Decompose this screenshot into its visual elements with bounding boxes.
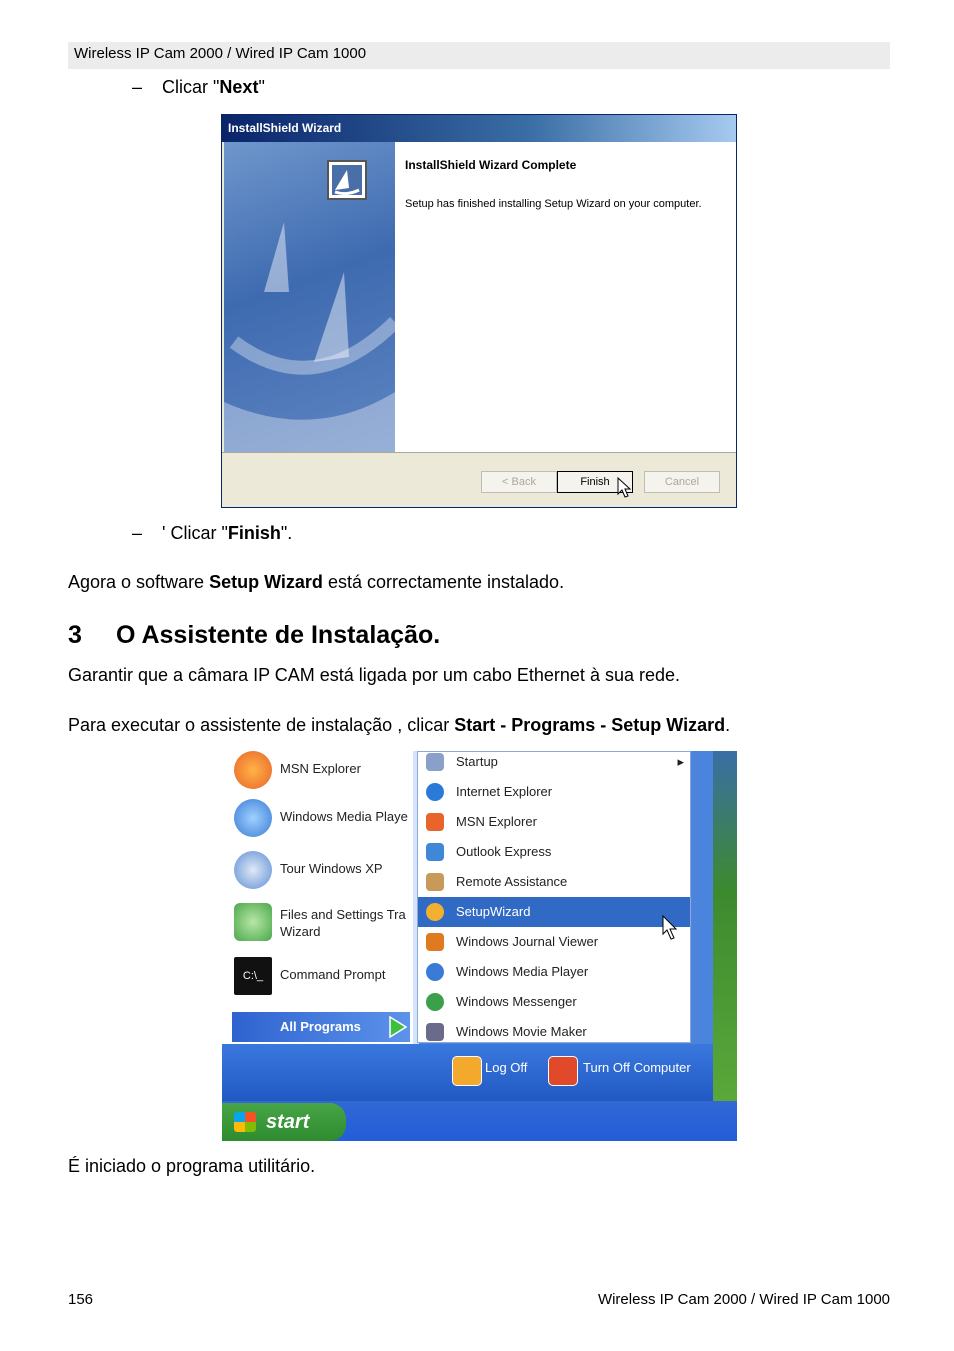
wizard-button-bar: [222, 452, 736, 508]
running-header-text: Wireless IP Cam 2000 / Wired IP Cam 1000: [74, 45, 367, 62]
wizard-content-panel: [395, 142, 736, 452]
paragraph-run: Para executar o assistente de instalação , clicar Start - Programs - Setup Wizard.: [68, 715, 731, 735]
log-off-icon: [452, 1056, 482, 1086]
banner-swoosh: [224, 142, 395, 452]
transfer-wizard-icon: [234, 903, 272, 941]
movie-maker-icon: [426, 1023, 444, 1041]
installer-logo-icon: [327, 160, 367, 200]
start-button[interactable]: start: [222, 1103, 346, 1141]
messenger-icon: [426, 993, 444, 1011]
outlook-express-icon: [426, 843, 444, 861]
start-menu-screenshot: [222, 751, 737, 1141]
power-icon: [548, 1056, 578, 1086]
program-setupwizard[interactable]: SetupWizard: [418, 897, 690, 927]
media-player-icon: [234, 799, 272, 837]
program-movie-maker[interactable]: Windows Movie Maker: [418, 1017, 690, 1047]
log-off-button[interactable]: Log Off: [485, 1060, 528, 1075]
desktop-background: [713, 751, 737, 1101]
cancel-button[interactable]: Cancel: [644, 471, 720, 493]
step-dash: –: [132, 77, 143, 97]
page-number: 156: [68, 1291, 94, 1308]
paragraph-started: É iniciado o programa utilitário.: [68, 1156, 316, 1176]
media-player-icon: [426, 963, 444, 981]
section-number: 3: [68, 621, 82, 649]
msn-butterfly-icon: [234, 751, 272, 789]
submenu-arrow-icon: ▸: [677, 754, 684, 769]
program-messenger[interactable]: Windows Messenger: [418, 987, 690, 1017]
all-programs-button[interactable]: All Programs: [232, 1012, 410, 1042]
program-remote-assistance[interactable]: Remote Assistance: [418, 867, 690, 897]
wizard-message: Setup has finished installing Setup Wizard on your computer.: [405, 198, 702, 210]
start-menu-pinned-panel: MSN Explorer Windows Media Playe Tour Windows XP Files and Settings Tra Wizard C:\_ Command Prompt All Programs: [222, 751, 413, 1044]
finish-label: Finish: [227, 523, 281, 543]
msn-butterfly-icon: [426, 813, 444, 831]
programs-submenu: [417, 751, 691, 1043]
section-heading: [68, 621, 440, 650]
mouse-cursor-icon: [617, 477, 633, 499]
program-startup[interactable]: Startup ▸: [418, 751, 690, 777]
mouse-cursor-icon: [662, 915, 680, 941]
paragraph-installed: Agora o software Setup Wizard está correctamente instalado.: [68, 572, 565, 592]
turn-off-button[interactable]: Turn Off Computer: [583, 1060, 691, 1075]
wizard-heading: InstallShield Wizard Complete: [405, 158, 577, 172]
wizard-banner-image: [224, 142, 395, 452]
footer-title: Wireless IP Cam 2000 / Wired IP Cam 1000: [597, 1291, 890, 1308]
step-finish: – ' Clicar "Finish".: [132, 523, 293, 543]
start-menu-footer: [222, 1044, 713, 1101]
program-internet-explorer[interactable]: Internet Explorer: [418, 777, 690, 807]
window-title: InstallShield Wizard: [222, 115, 736, 142]
internet-explorer-icon: [426, 783, 444, 801]
remote-assistance-icon: [426, 873, 444, 891]
next-label: Next: [219, 77, 259, 97]
program-msn-explorer[interactable]: MSN Explorer: [418, 807, 690, 837]
setup-wizard-icon: [426, 903, 444, 921]
windows-flag-icon: [234, 1112, 256, 1132]
tour-xp-icon: [234, 851, 272, 889]
folder-icon: [426, 753, 444, 771]
finish-button[interactable]: Finish: [557, 471, 633, 493]
command-prompt-icon: C:\_: [234, 957, 272, 995]
installshield-wizard-window: [221, 114, 737, 508]
paragraph-camera: Garantir que a câmara IP CAM está ligada por um cabo Ethernet à sua rede.: [68, 665, 680, 685]
section-title: O Assistente de Instalação.: [116, 621, 441, 649]
journal-viewer-icon: [426, 933, 444, 951]
back-button[interactable]: < Back: [481, 471, 557, 493]
program-media-player[interactable]: Windows Media Player: [418, 957, 690, 987]
arrow-right-icon: [388, 1016, 408, 1038]
program-outlook-express[interactable]: Outlook Express: [418, 837, 690, 867]
program-journal-viewer[interactable]: Windows Journal Viewer: [418, 927, 690, 957]
step-next: – Clicar "Next": [132, 77, 265, 97]
